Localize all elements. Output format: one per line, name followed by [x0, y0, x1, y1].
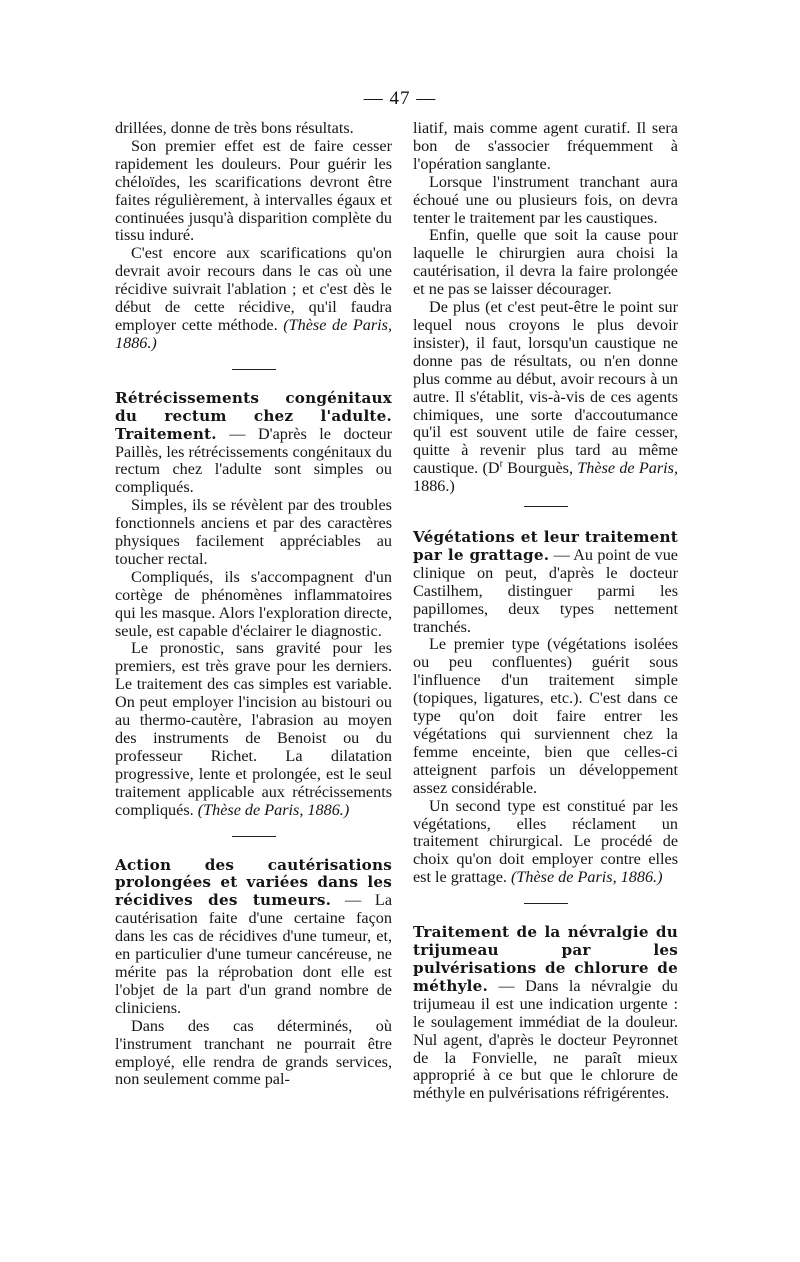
paragraph: [115, 640, 392, 819]
paragraph-text: C'est encore aux scarifications qu'on devrait avoir recours dans le cas où une récidive suivrait l'ablation ; et c'est dès le début de cette récidive, qu'il faudra employer cette méthode.: [115, 244, 392, 334]
section-divider: [524, 903, 568, 904]
paragraph-text: — Au point de vue clinique on peut, d'après le docteur Castilhem, distinguer parmi les papillomes, deux types nettement tranchés.: [413, 545, 678, 636]
section-paragraph: [413, 529, 678, 636]
section-title: Rétrécissements congénitaux du rectum chez l'adulte. Traitement.: [115, 388, 392, 443]
paragraph-text: De plus (et c'est peut-être le point sur lequel nous croyons le plus devoir insister), il faut, lorsqu'un caustique ne donne pas de résultats, ou n'en donne plus comme au début, avoir recours à un autre. Il s'établit, vis-à-vis de ces agents chimiques, une sorte d'accoutumance qu'il est souvent utile de faire cesser, quitte à revenir plus tard au même caustique.: [413, 298, 678, 478]
section-paragraph: [413, 924, 678, 1103]
paragraph: Le premier type (végétations isolées ou peu confluentes) guérit sous l'influence d'un traitement simple (topiques, ligatures, etc.). C'est dans ce type qu'on doit faire entrer les végétations qui surviennent chez la femme enceinte, bien que celles-ci atteignent parfois un développement assez considérable.: [413, 635, 678, 797]
section-title: Traitement de la névralgie du trijumeau par les pulvérisations de chlorure de méthyle.: [413, 923, 678, 995]
paragraph: [413, 798, 678, 888]
paragraph: Compliqués, ils s'accompagnent d'un cortège de phénomènes inflammatoires qui les masque. Alors l'exploration directe, seule, est capable d'éclairer le diagnostic.: [115, 567, 392, 640]
section-title: Végétations et leur traitement par le grattage.: [413, 528, 678, 564]
citation: (Thèse de Paris, 1886.): [197, 800, 350, 819]
paragraph: [115, 245, 392, 352]
section-paragraph: [115, 390, 392, 497]
paragraph-text: Le pronostic, sans gravité pour les premiers, est très grave pour les derniers. Le traitement des cas simples est variable. On peut employer l'incision au bistouri ou au thermo-cautère, l'abrasion au moyen des instruments de Benoist ou du professeur Richet. La dilatation progressive, lente et prolongée, est le seul traitement applicable aux rétrécissements compliqués.: [115, 639, 392, 819]
section-title: Action des cautérisations prolongées et variées dans les récidives des tumeurs.: [115, 855, 392, 910]
paragraph: Enfin, quelle que soit la cause pour laquelle le chirurgien aura choisi la cautérisation, il devra la faire prolongée et ne pas se laisser décourager.: [413, 226, 678, 299]
right-column: [413, 120, 678, 1103]
paragraph: Lorsque l'instrument tranchant aura échoué une ou plusieurs fois, on devra tenter le traitement par les caustiques.: [413, 172, 678, 227]
page-number: — 47 —: [363, 88, 437, 109]
citation: ($D^r$ Bourguès, Thèse de Paris, 1886.): [413, 458, 679, 496]
paragraph-text: — Dans la névralgie du trijumeau il est une indication urgente : le soulagement immédiat de la douleur. Nul agent, d'après le docteur Peyronnet de la Fonvielle, ne paraît mieux approprié à ce but que le chlorure de méthyle en pulvérisations réfrigérentes.: [413, 976, 679, 1103]
section-divider: [524, 506, 568, 507]
citation: (Thèse de Paris, 1886.): [510, 868, 663, 887]
section-divider: [232, 369, 276, 370]
left-column: [115, 120, 392, 1089]
paragraph-text: — La cautérisation faite d'une certaine façon dans les cas de récidives d'une tumeur, et, en particulier d'une tumeur cancéreuse, ne mérite pas la réprobation dont elle est l'objet de la part d'un grand nombre de cliniciens.: [115, 891, 393, 1017]
paragraph: [413, 299, 678, 496]
paragraph: Simples, ils se révèlent par des troubles fonctionnels anciens et par des caractères physiques facilement appréciables au toucher rectal.: [115, 496, 392, 568]
citation: (Thèse de Paris, 1886.): [115, 315, 392, 352]
paragraph-text: Un second type est constitué par les végétations, elles réclament un traitement chirurgical. Le procédé de choix qu'on doit employer contre elles est le grattage.: [413, 796, 678, 887]
section-paragraph: [115, 857, 392, 1018]
paragraph-text: — D'après le docteur Paillès, les rétrécissements congénitaux du rectum chez l'adulte sont simples ou compliqués.: [115, 424, 392, 497]
paragraph: Son premier effet est de faire cesser rapidement les douleurs. Pour guérir les chéloïdes, les scarifications devront être faites régulièrement, à intervalles égaux et continuées jusqu'à disparition complète du tissu induré.: [115, 136, 392, 245]
paragraph: Dans des cas déterminés, où l'instrument tranchant ne pourrait être employé, elle rendra de grands services, non seulement comme pal-: [115, 1016, 392, 1089]
section-divider: [232, 836, 276, 837]
paragraph: drillées, donne de très bons résultats.: [115, 119, 354, 137]
paragraph: liatif, mais comme agent curatif. Il sera bon de s'associer fréquemment à l'opération sanglante.: [413, 119, 678, 173]
